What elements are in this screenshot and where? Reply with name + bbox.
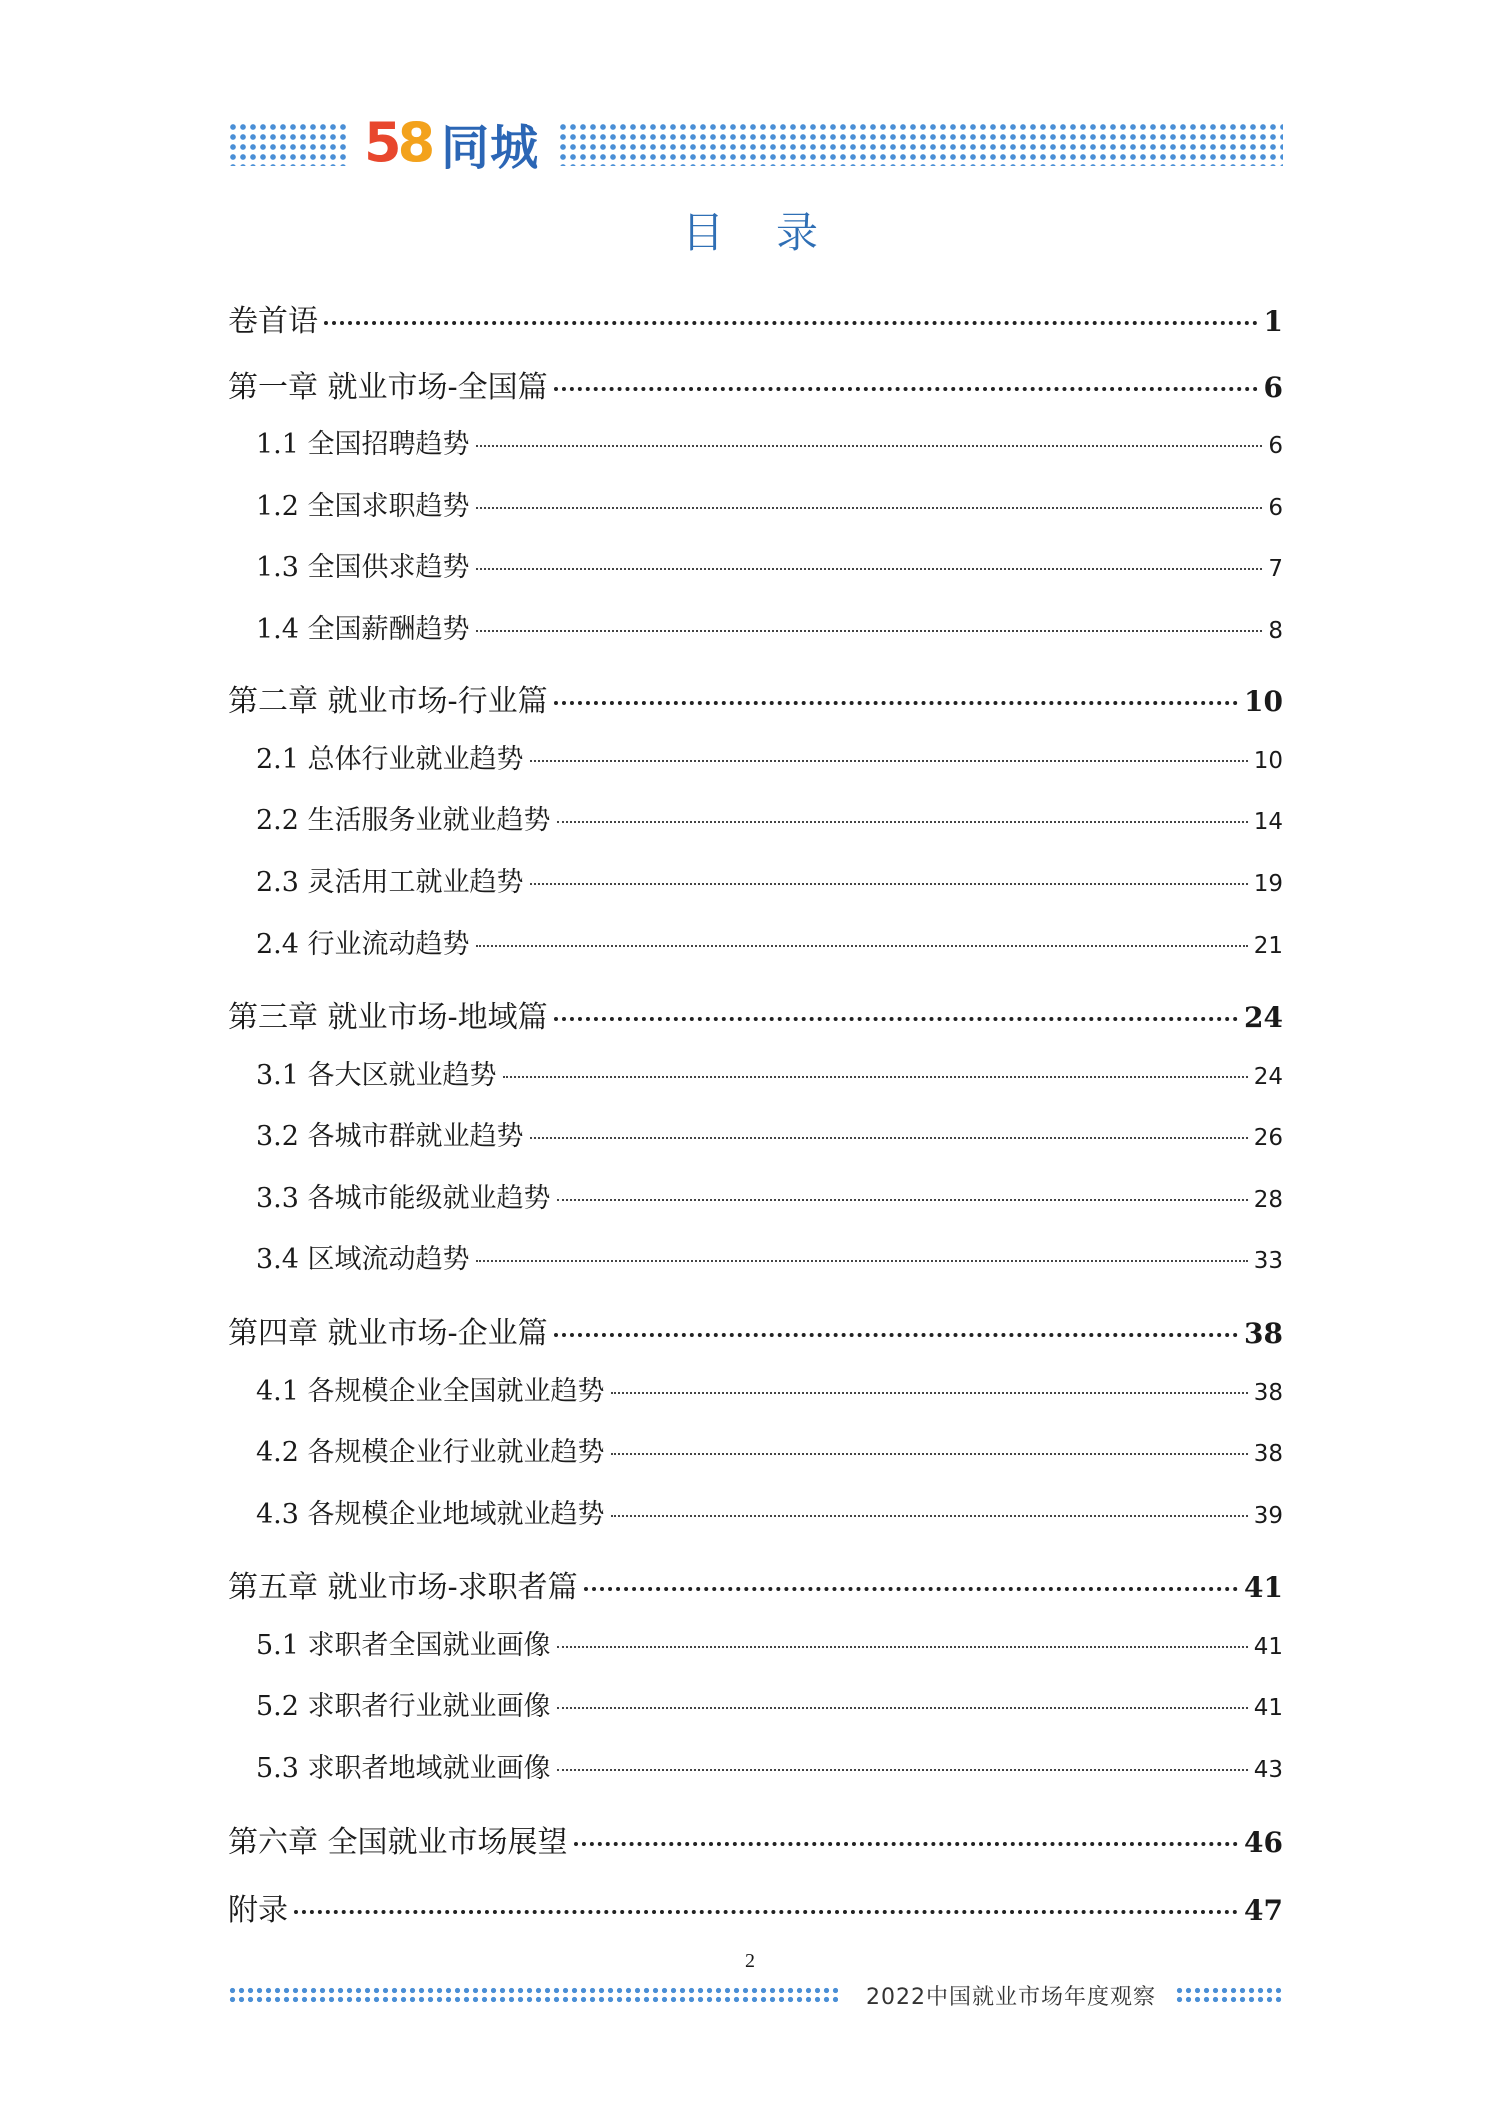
- toc-entry-label: 3.2 各城市群就业趋势: [256, 1121, 524, 1152]
- toc-entry-page: 1: [1263, 305, 1283, 338]
- toc-entry-page: 10: [1253, 748, 1283, 774]
- toc-entry[interactable]: [228, 1885, 1283, 1929]
- toc-entry[interactable]: [228, 422, 1283, 461]
- toc-entry-page: 10: [1244, 685, 1283, 718]
- toc-dot-leader: [611, 1453, 1248, 1455]
- toc-entry-page: 47: [1244, 1894, 1283, 1927]
- toc-entry-page: 41: [1253, 1634, 1283, 1660]
- toc-entry-label: 2.2 生活服务业就业趋势: [256, 805, 551, 836]
- toc-entry[interactable]: [228, 1369, 1283, 1408]
- toc-entry[interactable]: [228, 1817, 1283, 1861]
- toc-entry[interactable]: [228, 1492, 1283, 1531]
- toc-entry-label: 3.3 各城市能级就业趋势: [256, 1183, 551, 1214]
- toc-dot-leader: [554, 1333, 1238, 1337]
- toc-dot-leader: [476, 568, 1263, 570]
- toc-entry[interactable]: [228, 545, 1283, 584]
- toc-entry-page: 19: [1253, 871, 1283, 897]
- toc-entry[interactable]: [228, 1430, 1283, 1469]
- toc-dot-leader: [476, 945, 1248, 947]
- toc-entry-page: 24: [1253, 1064, 1283, 1090]
- toc-entry-page: 46: [1244, 1826, 1283, 1859]
- toc-entry-label: 4.2 各规模企业行业就业趋势: [256, 1437, 605, 1468]
- toc-dot-leader: [557, 1646, 1248, 1648]
- toc-entry[interactable]: [228, 798, 1283, 837]
- toc-entry[interactable]: [228, 607, 1283, 646]
- toc-dot-leader: [530, 760, 1248, 762]
- logo-digit-5: 5: [364, 111, 402, 174]
- toc-dot-leader: [554, 1017, 1238, 1021]
- page-number: 2: [745, 1950, 755, 1972]
- toc-dot-leader: [557, 1769, 1248, 1771]
- logo-58tongcheng: [364, 112, 539, 174]
- toc-entry-label: 第一章 就业市场-全国篇: [228, 370, 548, 405]
- toc-entry-label: 第六章 全国就业市场展望: [228, 1825, 568, 1860]
- toc-entry-label: 附录: [228, 1893, 288, 1928]
- toc-dot-leader: [611, 1515, 1248, 1517]
- toc-entry-page: 41: [1244, 1571, 1283, 1604]
- toc-entry-label: 5.1 求职者全国就业画像: [256, 1630, 551, 1661]
- toc-entry-label: 第三章 就业市场-地域篇: [228, 1000, 548, 1035]
- footer-dot-pattern-right: [1175, 1986, 1283, 2004]
- toc-entry[interactable]: [228, 1237, 1283, 1276]
- toc-dot-leader: [476, 1260, 1248, 1262]
- toc-entry-page: 38: [1244, 1317, 1283, 1350]
- toc-entry-page: 21: [1253, 933, 1283, 959]
- toc-dot-leader: [574, 1842, 1238, 1846]
- toc-entry[interactable]: [228, 1176, 1283, 1215]
- toc-dot-leader: [557, 1199, 1248, 1201]
- toc-entry[interactable]: [228, 992, 1283, 1036]
- toc-entry-label: 第五章 就业市场-求职者篇: [228, 1570, 578, 1605]
- toc-entry-page: 38: [1253, 1380, 1283, 1406]
- toc-entry-page: 6: [1268, 495, 1283, 521]
- toc-dot-leader: [476, 630, 1263, 632]
- footer-dot-pattern-left: [228, 1986, 838, 2004]
- toc-dot-leader: [476, 445, 1263, 447]
- toc-entry-page: 6: [1263, 371, 1283, 404]
- toc-entry[interactable]: [228, 362, 1283, 406]
- toc-entry-page: 14: [1253, 809, 1283, 835]
- toc-dot-leader: [554, 701, 1238, 705]
- toc-dot-leader: [294, 1910, 1238, 1914]
- toc-entry-label: 5.2 求职者行业就业画像: [256, 1691, 551, 1722]
- toc-entry[interactable]: [228, 737, 1283, 776]
- toc-dot-leader: [557, 1707, 1248, 1709]
- toc-entry-page: 38: [1253, 1441, 1283, 1467]
- toc-entry-page: 39: [1253, 1503, 1283, 1529]
- toc-entry[interactable]: [228, 484, 1283, 523]
- toc-entry-label: 卷首语: [228, 304, 318, 339]
- toc-dot-leader: [530, 883, 1248, 885]
- toc-entry-page: 28: [1253, 1187, 1283, 1213]
- toc-entry-label: 1.4 全国薪酬趋势: [256, 614, 470, 645]
- toc-entry-label: 2.3 灵活用工就业趋势: [256, 867, 524, 898]
- toc-entry-label: 4.3 各规模企业地域就业趋势: [256, 1499, 605, 1530]
- toc-entry-page: 26: [1253, 1125, 1283, 1151]
- toc-entry-label: 1.3 全国供求趋势: [256, 552, 470, 583]
- toc-entry-page: 6: [1268, 433, 1283, 459]
- dot-pattern-left: [228, 122, 346, 166]
- toc-entry[interactable]: [228, 296, 1283, 340]
- toc-entry[interactable]: [228, 1623, 1283, 1662]
- toc-entry[interactable]: [228, 1114, 1283, 1153]
- toc-dot-leader: [554, 387, 1258, 391]
- page-header: [228, 112, 1283, 174]
- footer-title: 2022中国就业市场年度观察: [866, 1985, 1156, 2010]
- toc-entry-page: 33: [1253, 1248, 1283, 1274]
- toc-entry[interactable]: [228, 860, 1283, 899]
- toc-entry[interactable]: [228, 1684, 1283, 1723]
- toc-entry-page: 8: [1268, 618, 1283, 644]
- toc-entry-page: 41: [1253, 1695, 1283, 1721]
- toc-entry-label: 2.4 行业流动趋势: [256, 929, 470, 960]
- toc-entry[interactable]: [228, 1562, 1283, 1606]
- toc-entry-label: 第四章 就业市场-企业篇: [228, 1316, 548, 1351]
- toc-dot-leader: [611, 1392, 1248, 1394]
- toc-entry-label: 第二章 就业市场-行业篇: [228, 684, 548, 719]
- toc-entry-page: 24: [1244, 1001, 1283, 1034]
- toc-entry[interactable]: [228, 1053, 1283, 1092]
- logo-name: 同城: [441, 119, 540, 176]
- toc-dot-leader: [476, 507, 1263, 509]
- toc-entry-page: 43: [1253, 1757, 1283, 1783]
- toc-dot-leader: [324, 321, 1258, 325]
- toc-entry-label: 5.3 求职者地域就业画像: [256, 1753, 551, 1784]
- toc-entry-page: 7: [1268, 556, 1283, 582]
- toc-entry-label: 2.1 总体行业就业趋势: [256, 744, 524, 775]
- dot-pattern-right: [558, 122, 1283, 166]
- toc-dot-leader: [503, 1076, 1248, 1078]
- toc-entry[interactable]: [228, 676, 1283, 720]
- toc-entry[interactable]: [228, 922, 1283, 961]
- toc-dot-leader: [557, 821, 1248, 823]
- toc-dot-leader: [584, 1587, 1238, 1591]
- toc-entry-label: 1.2 全国求职趋势: [256, 491, 470, 522]
- toc-entry[interactable]: [228, 1308, 1283, 1352]
- toc-entry[interactable]: [228, 1746, 1283, 1785]
- toc-entry-label: 3.1 各大区就业趋势: [256, 1060, 497, 1091]
- logo-digit-8: 8: [397, 111, 436, 174]
- toc-entry-label: 3.4 区域流动趋势: [256, 1244, 470, 1275]
- toc-entry-label: 1.1 全国招聘趋势: [256, 429, 470, 460]
- toc-entry-label: 4.1 各规模企业全国就业趋势: [256, 1376, 605, 1407]
- toc-dot-leader: [530, 1137, 1248, 1139]
- page-title: 目录: [681, 208, 870, 257]
